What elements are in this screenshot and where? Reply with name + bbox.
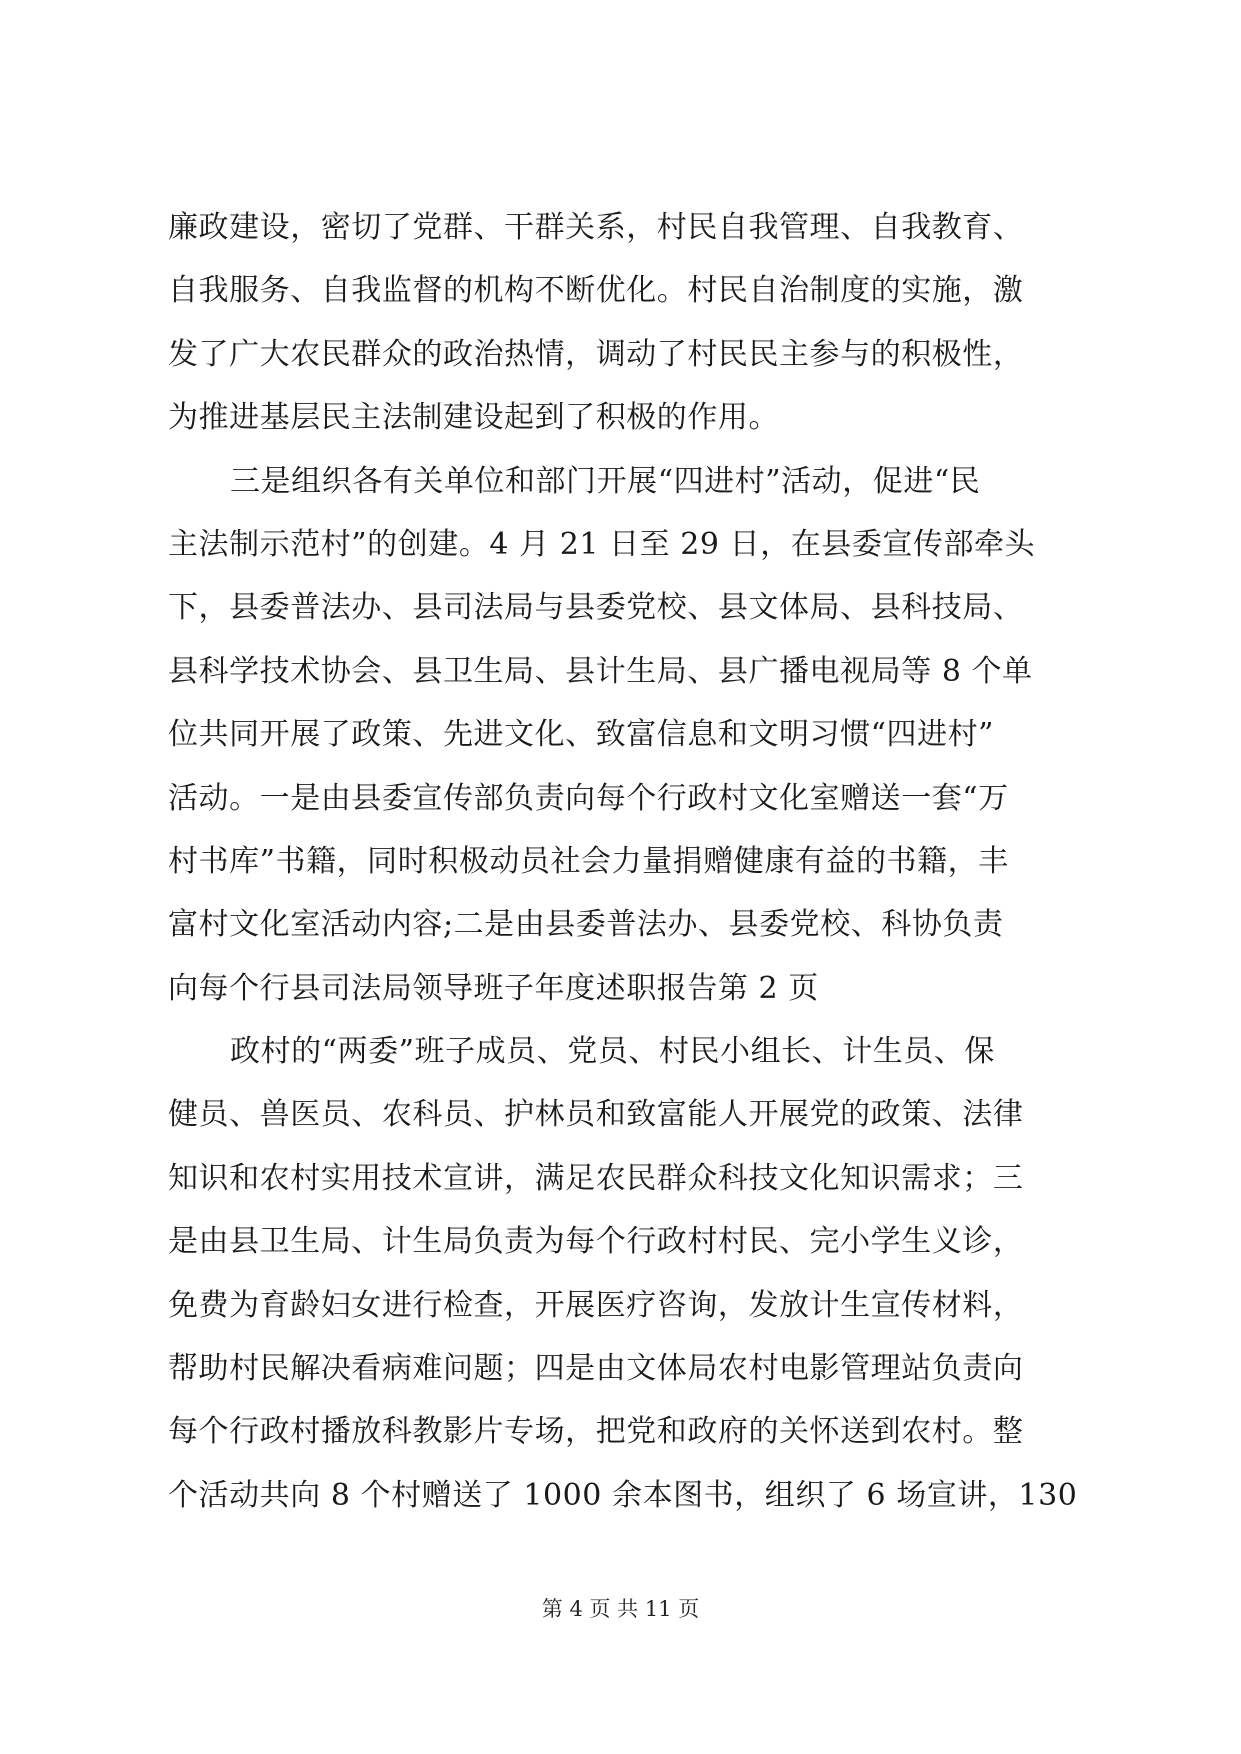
text-line: 主法制示范村”的创建。4 月 21 日至 29 日，在县委宣传部牵头: [168, 526, 1036, 562]
text-line: 村书库”书籍，同时积极动员社会力量捐赠健康有益的书籍，丰: [168, 843, 1009, 879]
text-line: 廉政建设，密切了党群、干群关系，村民自我管理、自我教育、: [168, 210, 1024, 245]
text-line: 知识和农村实用技术宣讲，满足农民群众科技文化知识需求；三: [168, 1160, 1024, 1196]
text-line: 发了广大农民群众的政治热情，调动了村民民主参与的积极性，: [168, 336, 1024, 372]
text-line: 个活动共向 8 个村赠送了 1000 余本图书，组织了 6 场宣讲，130: [168, 1477, 1078, 1513]
paragraph-start-line: 政村的“两委”班子成员、党员、村民小组长、计生员、保: [230, 1034, 995, 1070]
document-body: [168, 196, 1088, 1527]
text-line: 向每个行县司法局领导班子年度述职报告第 2 页: [168, 970, 819, 1006]
page-number-footer: 第 4 页 共 11 页: [541, 1597, 700, 1621]
text-line: 为推进基层民主法制建设起到了积极的作用。: [168, 400, 779, 436]
text-line: 是由县卫生局、计生局负责为每个行政村村民、完小学生义诊，: [168, 1224, 1024, 1260]
text-line: 活动。一是由县委宣传部负责向每个行政村文化室赠送一套“万: [168, 780, 1009, 816]
text-line: 位共同开展了政策、先进文化、致富信息和文明习惯“四进村”: [168, 717, 995, 753]
paragraph-start-line: 三是组织各有关单位和部门开展“四进村”活动，促进“民: [230, 463, 981, 499]
text-line: 下，县委普法办、县司法局与县委党校、县文体局、县科技局、: [168, 590, 1024, 626]
text-line: 健员、兽医员、农科员、护林员和致富能人开展党的政策、法律: [168, 1097, 1024, 1133]
text-line: 富村文化室活动内容;二是由县委普法办、县委党校、科协负责: [168, 907, 1004, 943]
text-line: 帮助村民解决看病难问题；四是由文体局农村电影管理站负责向: [168, 1351, 1024, 1387]
text-line: 免费为育龄妇女进行检查，开展医疗咨询，发放计生宣传材料，: [168, 1287, 1024, 1323]
text-line: 自我服务、自我监督的机构不断优化。村民自治制度的实施，激: [168, 273, 1024, 309]
text-line: 每个行政村播放科教影片专场，把党和政府的关怀送到农村。整: [168, 1414, 1024, 1450]
text-line: 县科学技术协会、县卫生局、县计生局、县广播电视局等 8 个单: [168, 653, 1033, 689]
